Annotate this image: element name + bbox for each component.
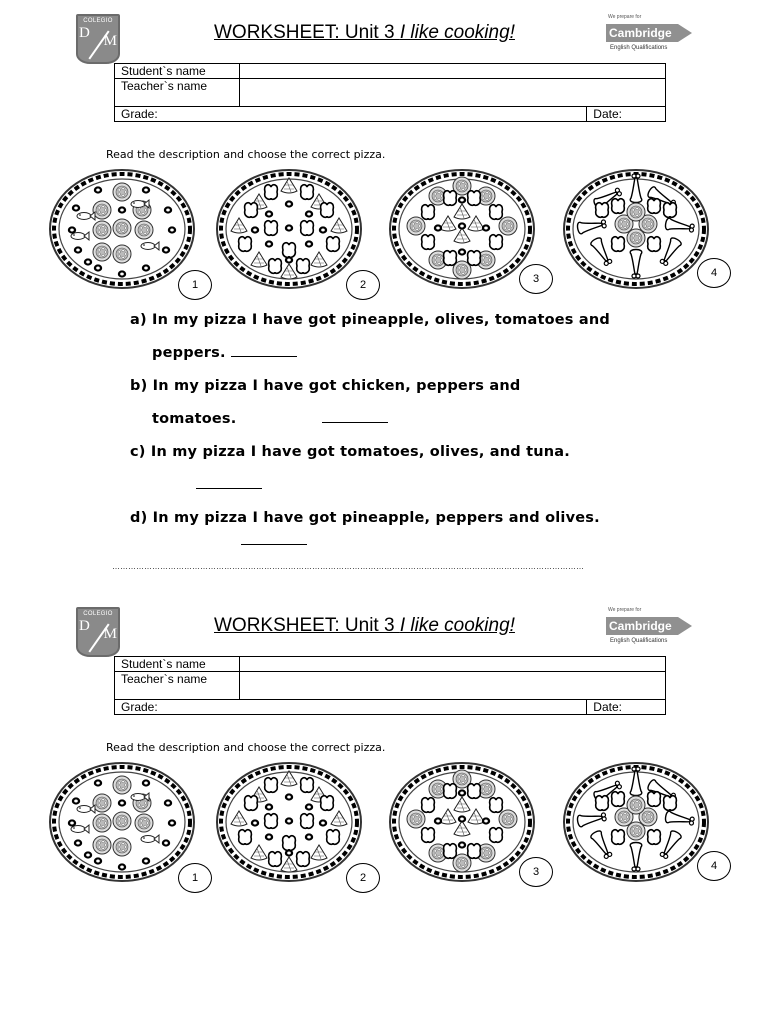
teacher-name-label: Teacher`s name xyxy=(115,79,240,107)
pizza-number-2: 2 xyxy=(346,270,380,300)
pineapple-pepper-olive-icon xyxy=(215,761,363,883)
pizza-2-image xyxy=(215,168,363,295)
question-d: d) In my pizza I have got pineapple, peppers and olives. xyxy=(130,510,600,526)
pizza-number-4: 4 xyxy=(697,258,731,288)
school-logo xyxy=(76,607,120,657)
logo-letter-m: M xyxy=(103,33,117,49)
student-name-label: Student`s name xyxy=(115,657,240,672)
chicken-tomato-pepper-icon xyxy=(562,761,710,883)
logo-text: COLEGIO xyxy=(83,18,113,24)
answer-blank-b[interactable] xyxy=(322,421,388,423)
pineapple-tomato-olive-pepper-icon xyxy=(388,168,536,290)
teacher-name-label: Teacher`s name xyxy=(115,672,240,700)
question-a-line2: peppers. xyxy=(152,345,297,361)
student-name-field[interactable] xyxy=(240,64,666,79)
answer-blank-d[interactable] xyxy=(241,543,307,545)
student-info-table xyxy=(114,63,666,122)
worksheet-title: WORKSHEET: Unit 3 I like cooking! xyxy=(214,615,515,636)
answer-blank-a[interactable] xyxy=(231,355,297,357)
logo-letter-d: D xyxy=(79,618,90,634)
question-a: a) In my pizza I have got pineapple, olives, tomatoes and xyxy=(130,312,610,328)
chicken-tomato-pepper-icon xyxy=(562,168,710,290)
instruction-text: Read the description and choose the correct pizza. xyxy=(106,148,386,161)
question-d-line2 xyxy=(241,533,307,549)
pizza-4-image xyxy=(562,168,710,295)
question-b: b) In my pizza I have got chicken, peppers and xyxy=(130,378,521,394)
pizza-row xyxy=(0,757,768,897)
pizza-number-4: 4 xyxy=(697,851,731,881)
pizza-number-3: 3 xyxy=(519,264,553,294)
logo-letter-d: D xyxy=(79,25,90,41)
logo-text: COLEGIO xyxy=(83,611,113,617)
pizza-number-2: 2 xyxy=(346,863,380,893)
teacher-name-field[interactable] xyxy=(240,672,666,700)
cambridge-logo: We prepare for Cambridge English Qualifications xyxy=(606,14,706,58)
pineapple-tomato-olive-pepper-icon xyxy=(388,761,536,883)
student-name-label: Student`s name xyxy=(115,64,240,79)
pizza-1-image xyxy=(48,168,196,295)
pizza-row xyxy=(0,164,768,304)
question-b-line2: tomatoes. xyxy=(152,411,388,427)
pizza-1-image xyxy=(48,761,196,888)
date-label: Date: xyxy=(587,700,666,715)
pizza-number-1: 1 xyxy=(178,863,212,893)
pizza-number-3: 3 xyxy=(519,857,553,887)
grade-label: Grade: xyxy=(115,700,587,715)
tuna-tomato-olive-icon xyxy=(48,168,196,290)
worksheet-title: WORKSHEET: Unit 3 I like cooking! xyxy=(214,22,515,43)
teacher-name-field[interactable] xyxy=(240,79,666,107)
tuna-tomato-olive-icon xyxy=(48,761,196,883)
logo-letter-m: M xyxy=(103,626,117,642)
cambridge-logo: We prepare for Cambridge English Qualifications xyxy=(606,607,706,651)
school-logo xyxy=(76,14,120,64)
student-info-table xyxy=(114,656,666,715)
answer-blank-c[interactable] xyxy=(196,487,262,489)
question-c-line2 xyxy=(196,477,262,493)
pizza-2-image xyxy=(215,761,363,888)
pizza-3-image xyxy=(388,168,536,295)
pizza-4-image xyxy=(562,761,710,888)
pizza-3-image xyxy=(388,761,536,888)
student-name-field[interactable] xyxy=(240,657,666,672)
pineapple-pepper-olive-icon xyxy=(215,168,363,290)
question-c: c) In my pizza I have got tomatoes, olives, and tuna. xyxy=(130,444,570,460)
grade-label: Grade: xyxy=(115,107,587,122)
pizza-number-1: 1 xyxy=(178,270,212,300)
date-label: Date: xyxy=(587,107,666,122)
instruction-text: Read the description and choose the correct pizza. xyxy=(106,741,386,754)
cut-line-separator: …………………………………………………………………………………………………………………………………………………………… xyxy=(112,562,584,571)
